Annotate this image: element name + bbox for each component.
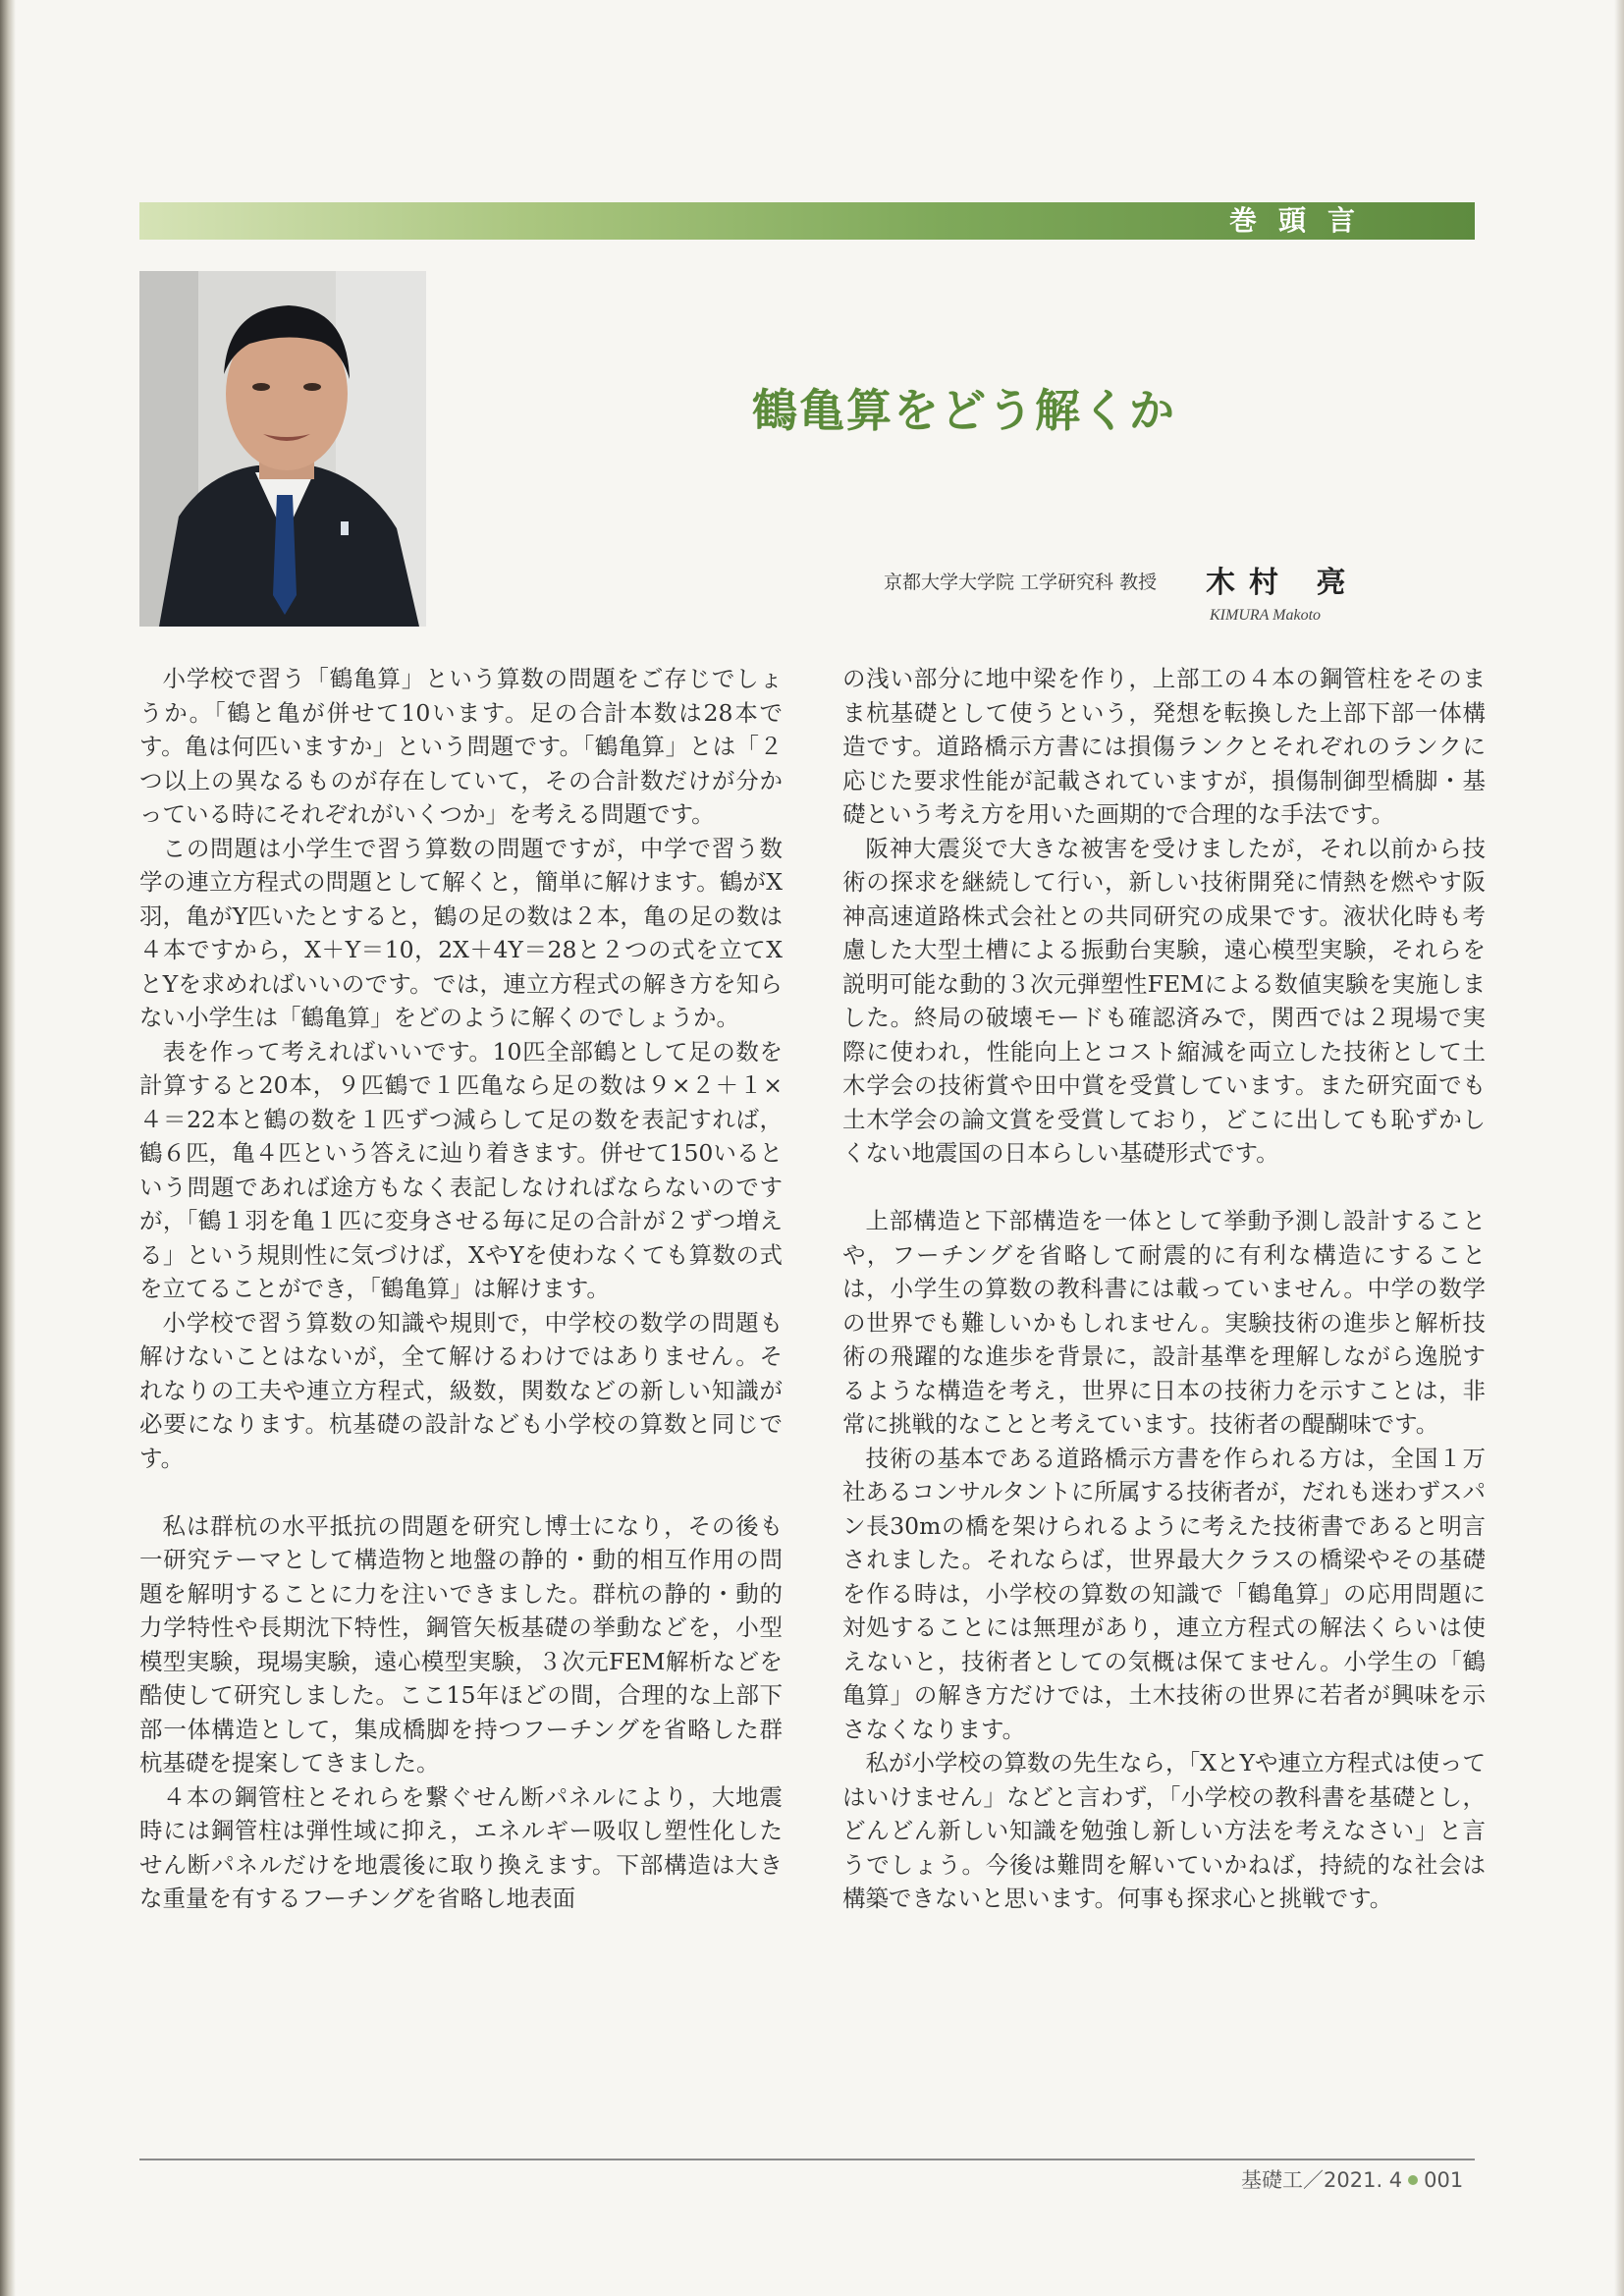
author-photo [139,271,426,627]
footer-rule [139,2159,1475,2160]
paragraph: 上部構造と下部構造を一体として挙動予測し設計することや，フーチングを省略して耐震的に有利な構造にすることは，小学生の算数の教科書には載っていません。中学の数学の世界でも難しいかもしれません。実験技術の進歩と解析技術の飛躍的な進歩を背景に，設計基準を理解しながら逸脱するような構造を考え，世界に日本の技術力を示すことは，非常に挑戦的なことと考えています。技術者の醍醐味です。 [842,1207,1486,1438]
paragraph-gap [842,1171,1486,1205]
paragraph: 表を作って考えればいいです。10匹全部鶴として足の数を計算すると20本，９匹鶴で１匹亀なら足の数は９×２＋１×４＝22本と鶴の数を１匹ずつ減らして足の数を表記すれば，鶴６匹，亀４匹という答えに辿り着きます。併せて150いるという問題であれば途方もなく表記しなければならないのですが，「鶴１羽を亀１匹に変身させる毎に足の合計が２ずつ増える」という規則性に気づけば，XやYを使わなくても算数の式を立てることができ，「鶴亀算」は解けます。 [139,1037,783,1302]
section-header-label: 巻頭言 [1229,204,1378,237]
author-affiliation: 京都大学大学院 工学研究科 教授 [884,572,1158,593]
paragraph: 私は群杭の水平抵抗の問題を研究し博士になり，その後も一研究テーマとして構造物と地盤の静的・動的相互作用の問題を解明することに力を注いできました。群杭の静的・動的力学特性や長期沈下特性，鋼管矢板基礎の挙動などを，小型模型実験，現場実験，遠心模型実験，３次元FEM解析などを酷使して研究しました。ここ15年ほどの間，合理的な上部下部一体構造として，集成橋脚を持つフーチングを省略した群杭基礎を提案してきました。 [139,1511,783,1777]
paragraph: この問題は小学生で習う算数の問題ですが，中学で習う数学の連立方程式の問題として解くと，簡単に解けます。鶴がX羽，亀がY匹いたとすると，鶴の足の数は２本，亀の足の数は４本ですから，X＋Y＝10，2X＋4Y＝28と２つの式を立てXとYを求めればいいのです。では，連立方程式の解き方を知らない小学生は「鶴亀算」をどのように解くのでしょうか。 [139,834,783,1031]
footer-bullet-icon [1408,2175,1418,2185]
page-right-edge [1614,0,1624,2296]
article-title: 鶴亀算をどう解くか [752,384,1176,437]
author-name-roman: KIMURA Makoto [1210,607,1322,624]
paragraph: 小学校で習う「鶴亀算」という算数の問題をご存じでしょうか。「鶴と亀が併せて10います。足の合計本数は28本です。亀は何匹いますか」という問題です。「鶴亀算」とは「２つ以上の異なるものが存在していて，その合計数だけが分かっている時にそれぞれがいくつか」を考える問題です。 [139,665,783,828]
footer-journal: 基礎工／2021. 4 [1241,2168,1403,2192]
paragraph: 技術の基本である道路橋示方書を作られる方は，全国１万社あるコンサルタントに所属する技術者が，だれも迷わずスパン長30mの橋を架けられるように考えた技術書であると明言されました。それならば，世界最大クラスの橋梁やその基礎を作る時は，小学校の算数の知識で「鶴亀算」の応用問題に対処することには無理があり，連立方程式の解法くらいは使えないと，技術者としての気概は保てません。小学生の「鶴亀算」の解き方だけでは，土木技術の世界に若者が興味を示さなくなります。 [842,1444,1486,1743]
footer-page-number: 001 [1424,2168,1464,2192]
body-column-left [139,662,783,1916]
paragraph-gap [139,1475,783,1509]
footer [1241,2164,1463,2194]
paragraph: ４本の鋼管柱とそれらを繋ぐせん断パネルにより，大地震時には鋼管柱は弾性域に抑え，エネルギー吸収し塑性化したせん断パネルだけを地震後に取り換えます。下部構造は大きな重量を有するフーチングを省略し地表面 [139,1782,783,1912]
paragraph: 私が小学校の算数の先生なら，「XとYや連立方程式は使ってはいけません」などと言わず，「小学校の教科書を基礎とし，どんどん新しい知識を勉強し新しい方法を考えなさい」と言うでしょう。今後は難問を解いていかねば，持続的な社会は構築できないと思います。何事も探求心と挑戦です。 [842,1749,1486,1912]
section-header-bar [139,202,1475,240]
body-column-right [842,662,1486,1916]
author-name: 木村 亮 [1206,566,1360,600]
paragraph: 阪神大震災で大きな被害を受けましたが，それ以前から技術の探求を継続して行い，新しい技術開発に情熱を燃やす阪神高速道路株式会社との共同研究の成果です。液状化時も考慮した大型土槽による振動台実験，遠心模型実験，それらを説明可能な動的３次元弾塑性FEMによる数値実験を実施しました。終局の破壊モードも確認済みで，関西では２現場で実際に使われ，性能向上とコスト縮減を両立した技術として土木学会の技術賞や田中賞を受賞しています。また研究面でも土木学会の論文賞を受賞しており，どこに出しても恥ずかしくない地震国の日本らしい基礎形式です。 [842,834,1486,1167]
paragraph: の浅い部分に地中梁を作り，上部工の４本の鋼管柱をそのまま杭基礎として使うという，発想を転換した上部下部一体構造です。道路橋示方書には損傷ランクとそれぞれのランクに応じた要求性能が記載されていますが，損傷制御型橋脚・基礎という考え方を用いた画期的で合理的な手法です。 [842,665,1486,828]
page-binding-edge [0,0,16,2296]
paragraph: 小学校で習う算数の知識や規則で，中学校の数学の問題も解けないことはないが，全て解けるわけではありません。それなりの工夫や連立方程式，級数，関数などの新しい知識が必要になります。杭基礎の設計なども小学校の算数と同じです。 [139,1308,783,1472]
